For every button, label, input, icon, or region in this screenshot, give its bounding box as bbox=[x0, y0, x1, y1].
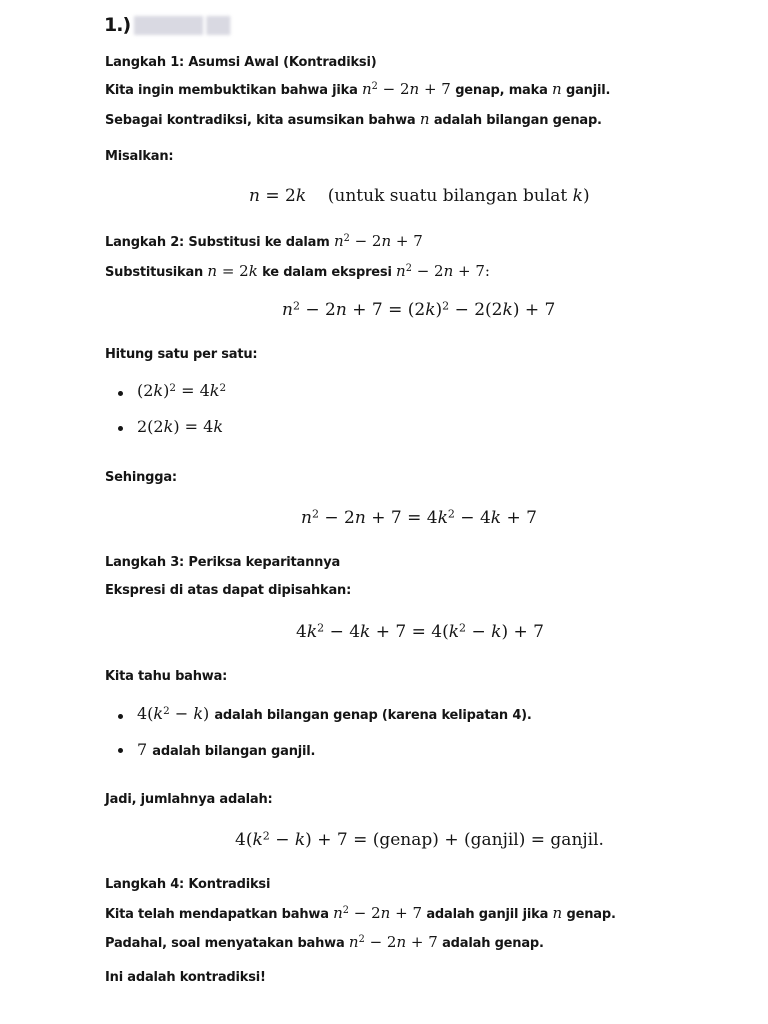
sehingga-label: Sehingga: bbox=[105, 470, 177, 485]
step1-title: Langkah 1: Asumsi Awal (Kontradiksi) bbox=[105, 55, 377, 70]
bullet-dot bbox=[118, 426, 123, 431]
kita-tahu-label: Kita tahu bahwa: bbox=[105, 669, 228, 684]
bullet-dot bbox=[118, 748, 123, 753]
step4-title: Langkah 4: Kontradiksi bbox=[105, 877, 271, 892]
jadi-label: Jadi, jumlahnya adalah: bbox=[105, 792, 273, 807]
equation-parity-sum: $4(k^2 - k) + 7$ = (genap) + (ganjil) = ganjil. bbox=[235, 829, 604, 850]
equation-factored: $4k^2 - 4k + 7 = 4(k^2 - k) + 7$ bbox=[296, 621, 544, 642]
bullet-square: $(2k)^2 = 4k^2$ bbox=[137, 381, 227, 400]
bullet-even-term: $4(k^2 - k)$ adalah bilangan genap (karena kelipatan 4). bbox=[137, 704, 532, 723]
step4-line1: Kita telah mendapatkan bahwa $n^2 - 2n + 7$ adalah ganjil jika n genap. bbox=[105, 904, 616, 922]
step1-intro: Kita ingin membuktikan bahwa jika $n^2 - 2n + 7$ genap, maka n ganjil. bbox=[105, 80, 611, 98]
equation-substitution: $n^2 - 2n + 7 = (2k)^2 - 2(2k) + 7$ bbox=[282, 299, 556, 320]
problem-number: 1.) ██████ ██ bbox=[104, 14, 230, 36]
misalkan-label: Misalkan: bbox=[105, 149, 174, 164]
conclusion: Ini adalah kontradiksi! bbox=[105, 970, 266, 985]
hitung-label: Hitung satu per satu: bbox=[105, 347, 258, 362]
equation-result: $n^2 - 2n + 7 = 4k^2 - 4k + 7$ bbox=[301, 507, 537, 528]
step2-title: Langkah 2: Substitusi ke dalam $n^2 - 2n + 7$ bbox=[105, 232, 423, 250]
bullet-odd-term: 7 adalah bilangan ganjil. bbox=[137, 740, 316, 759]
equation-n-equals-2k: n = 2k (untuk suatu bilangan bulat k) bbox=[249, 186, 590, 206]
step2-substitute: Substitusikan n = 2k ke dalam ekspresi $n^2 - 2n + 7$: bbox=[105, 262, 490, 280]
blurred-text: ██████ ██ bbox=[134, 16, 230, 35]
ekspresi-label: Ekspresi di atas dapat dipisahkan: bbox=[105, 583, 352, 598]
step3-title: Langkah 3: Periksa keparitannya bbox=[105, 555, 341, 570]
bullet-dot bbox=[118, 714, 123, 719]
bullet-dot bbox=[118, 391, 123, 396]
step1-contradiction: Sebagai kontradiksi, kita asumsikan bahwa n adalah bilangan genap. bbox=[105, 110, 602, 128]
bullet-product: 2(2k) = 4k bbox=[137, 417, 224, 436]
step4-line2: Padahal, soal menyatakan bahwa $n^2 - 2n + 7$ adalah genap. bbox=[105, 933, 544, 951]
